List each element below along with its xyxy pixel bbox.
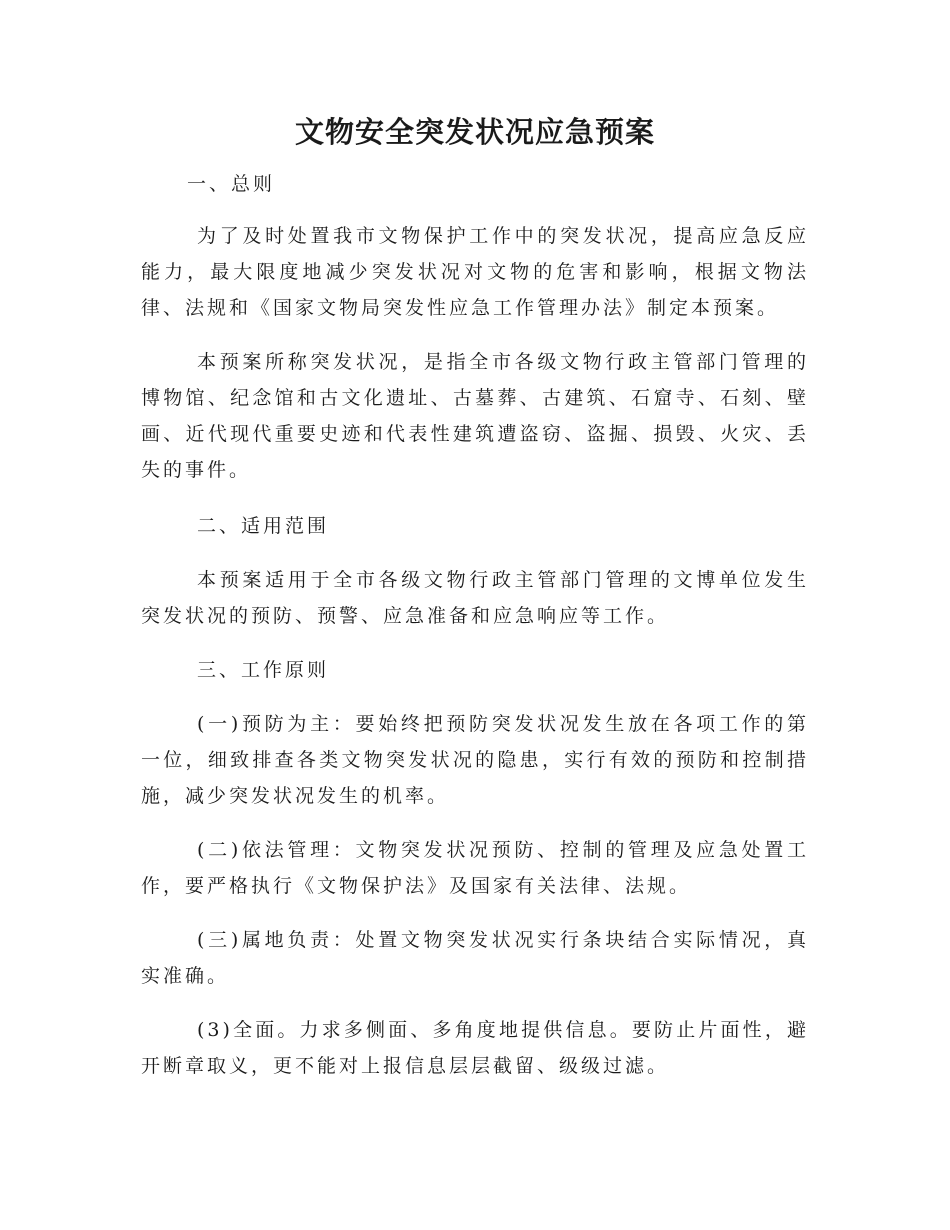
section-heading-principles: 三、工作原则 [197,659,330,681]
section-heading-general: 一、总则 [187,173,276,195]
paragraph-principle-local: (三)属地负责：处置文物突发状况实行条块结合实际情况，真实准确。 [141,929,809,987]
paragraph-scope: 本预案适用于全市各级文物行政主管部门管理的文博单位发生突发状况的预防、预警、应急准备和应急响应等工作。 [141,569,809,627]
paragraph-definition: 本预案所称突发状况，是指全市各级文物行政主管部门管理的博物馆、纪念馆和古文化遗址、古墓葬、古建筑、石窟寺、石刻、壁画、近代现代重要史迹和代表性建筑遭盗窃、盗掘、损毁、火灾、丢失的事件。 [141,351,809,481]
paragraph-principle-legal: (二)依法管理：文物突发状况预防、控制的管理及应急处置工作，要严格执行《文物保护法》及国家有关法律、法规。 [141,839,809,897]
paragraph-comprehensive: (3)全面。力求多侧面、多角度地提供信息。要防止片面性，避开断章取义，更不能对上报信息层层截留、级级过滤。 [141,1019,809,1077]
paragraph-purpose: 为了及时处置我市文物保护工作中的突发状况，提高应急反应能力，最大限度地减少突发状况对文物的危害和影响，根据文物法律、法规和《国家文物局突发性应急工作管理办法》制定本预案。 [141,225,809,319]
paragraph-principle-prevention: (一)预防为主：要始终把预防突发状况发生放在各项工作的第一位，细致排查各类文物突发状况的隐患，实行有效的预防和控制措施，减少突发状况发生的机率。 [141,713,809,807]
document-title: 文物安全突发状况应急预案 [294,115,655,149]
section-heading-scope: 二、适用范围 [197,515,330,537]
